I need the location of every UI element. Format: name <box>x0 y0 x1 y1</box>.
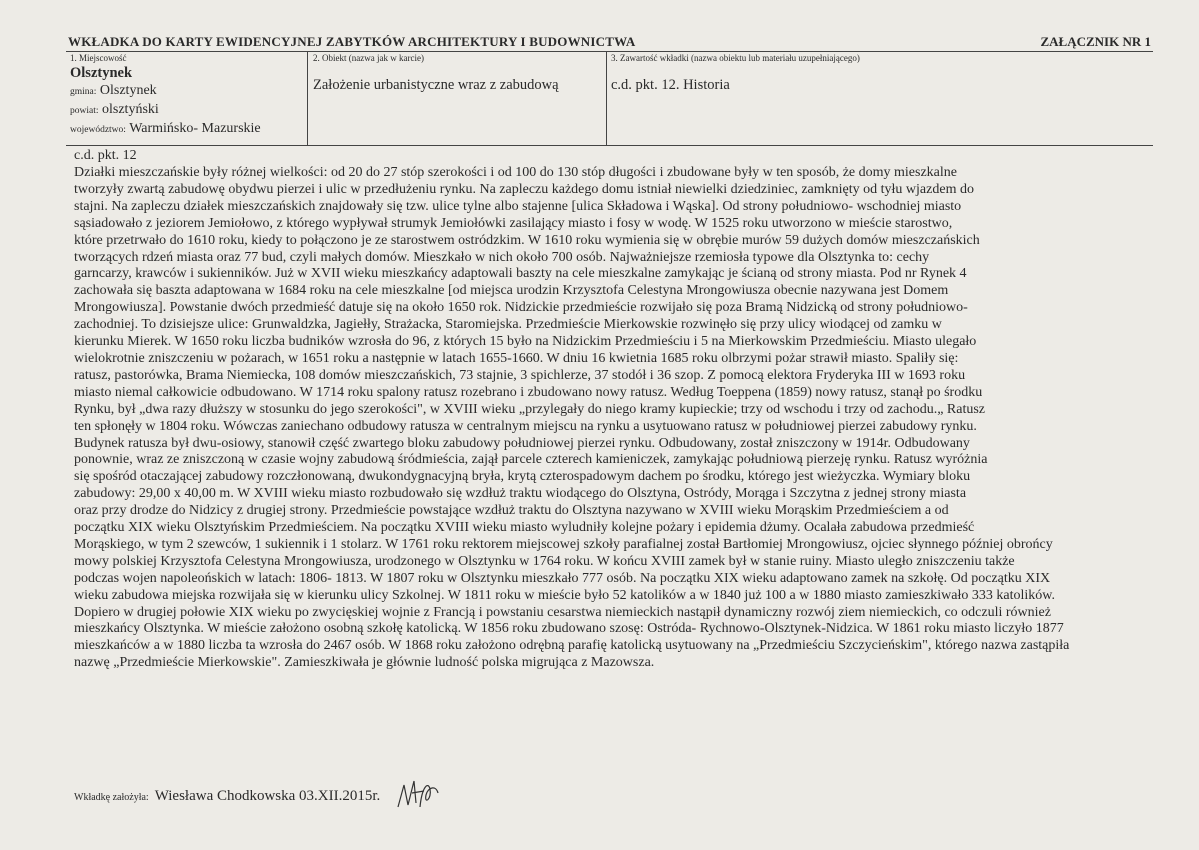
text-line: ten spłonęły w 1804 roku. Wówczas zaniechano odbudowy ratusza w centralnym miejscu na rynku a usytuowano ratusz w południowej pierzei zabudowy rynku. <box>74 418 977 434</box>
text-line: ratusz, pastorówka, Brama Niemiecka, 108 domów mieszczańskich, 73 stajnie, 3 spichlerze, 37 stodół i 36 szop. Z pomocą elektora Fryderyka III w 1693 roku <box>74 367 966 383</box>
text-line: Rynku, był „dwa razy dłuższy w stosunku do jego szerokości", w XVIII wieku „przylegały do niego kramy kupieckie; trzy od wschodu i trzy od zachodu.„ Ratusz <box>74 401 986 417</box>
text-line: Mrongowiusza]. Powstanie dwóch przedmieść datuje się na około 1650 rok. Nidzickie przedmieście rozwijało się poza Bramą Nidzicką od strony południowo- <box>74 300 968 316</box>
text-line: mieszkańcy Olsztynka. W mieście założono osobną szkołę katolicką. W 1856 roku zbudowano szosę: Ostróda- Rychnowo-Olsztynek-Nidzica. W 1861 roku miasto liczyło 1877 <box>74 621 1064 637</box>
handwritten-signature <box>394 777 442 811</box>
content-cell <box>611 53 1151 94</box>
gmina-value: Olsztynek <box>99 83 157 98</box>
author-name-date: Wiesława Chodkowska 03.XII.2015r. <box>154 788 381 804</box>
text-line: Morąskiego, w tym 2 szewców, 1 sukiennik i 1 stolarz. W 1761 roku rektorem miejscowej szkoły parafialnej został Bartłomiej Mrongowiusz, ojciec słynnego później obrońcy <box>74 536 1053 552</box>
column-divider-2 <box>606 51 607 145</box>
text-line: kierunku Mierek. W 1650 roku liczba budników wzrosła do 96, z których 15 było na Nidzickim Przedmieściu i 5 na Mierkowskim Przedmieściu. Miasto ulegało <box>74 334 977 350</box>
text-line: sąsiadowało z jeziorem Jemiołowo, z którego wypływał strumyk Jemiołówki zasilający miasto i fosy w wodę. W 1525 roku utworzono w mieście starostwo, <box>74 215 953 231</box>
text-line: tworzyły zwartą zabudowę obydwu pierzei i ulic w przedłużeniu rynku. Na zapleczu każdego domu istniał niewielki dziedziniec, zamknięty od tyłu wjazdem do <box>74 181 974 197</box>
signature-block <box>74 777 442 805</box>
gmina-label: gmina: <box>70 87 97 97</box>
text-line: ponownie, wraz ze zniszczoną w czasie wojny zabudową śródmieścia, zajął parcele czterech kamieniczek, zamykając południową pierzeję rynku. Ratusz wyróżnia <box>74 452 988 468</box>
text-line: się spośród otaczającej zabudowy rozczłonowaną, dwukondygnacyjną bryła, krytą czterospadowym dachem po środku, którego jest wieżyczka. Wymiary bloku <box>74 469 971 485</box>
text-line: garncarzy, krawców i sukienników. Już w XVII wieku mieszkańcy adaptowali baszty na cele mieszkalne zamykając je ścianą od strony miasta. Pod nr Rynek 4 <box>74 266 967 282</box>
voivodeship-value: Warmińsko- Mazurskie <box>129 121 261 136</box>
powiat-value: olsztyński <box>102 102 159 117</box>
author-label: Wkładkę założyła: <box>74 792 149 803</box>
gmina-row <box>70 82 306 101</box>
text-line: wielokrotnie zniszczeniu w pożarach, w 1651 roku a następnie w latach 1655-1660. W dniu 16 kwietnia 1685 roku olbrzymi pożar strawił miasto. Spaliły się: <box>74 350 959 366</box>
top-rule <box>66 51 1153 52</box>
powiat-label: powiat: <box>70 106 99 116</box>
text-line: zabudowy: 29,00 x 40,00 m. W XVIII wieku miasto rozbudowało się wzdłuż traktu wiodącego do Olsztyna, Ostródy, Morąga i Szczytna z jednej strony miasta <box>74 486 967 502</box>
text-line: Działki mieszczańskie były różnej wielkości: od 20 do 27 stóp szerokości i od 100 do 130 stóp długości i zbudowane były w ten sposób, że domy mieszkalne <box>74 165 957 180</box>
text-line: zachowała się baszta adaptowana w 1684 roku na cele mieszkalne [od miejsca urodzin Krzysztofa Celestyna Mrongowiusza obecnie nazywana jest Domem <box>74 283 949 299</box>
field3-label: 3. Zawartość wkładki (nazwa obiektu lub materiału uzupełniającego) <box>611 53 860 63</box>
section-reference: c.d. pkt. 12 <box>74 148 137 163</box>
text-line: zachodniej. To dzisiejsze ulice: Grunwaldzka, Jagiełły, Strażacka, Staromiejska. Przedmieście Mierkowskie rozwinęło się przy ulicy wiodącej od zamku w <box>74 317 942 333</box>
annex-number: ZAŁĄCZNIK NR 1 <box>1040 34 1151 49</box>
field1-label: 1. Miejscowość <box>70 53 127 63</box>
powiat-row <box>70 101 306 120</box>
history-text <box>74 165 1164 672</box>
text-line: nazwę „Przedmieście Mierkowskie". Zamieszkiwała je głównie ludność polska migrująca z Mazowsza. <box>74 655 655 671</box>
location-cell <box>70 53 306 139</box>
object-cell <box>313 53 605 94</box>
field2-label: 2. Obiekt (nazwa jak w karcie) <box>313 53 424 63</box>
text-line: tworzących rdzeń miasta oraz 77 bud, czyli małych domów. Mieszkało w nich około 700 osób. Najważniejsze rzemiosła typowe dla Olsztynka to: cechy <box>74 249 930 265</box>
text-line: mieszkańców a w 1880 liczba ta wzrosła do 2467 osób. W 1868 roku założono odrębną parafię katolicką usytuowany na „Przedmieściu Szczycieńskim", którego nazwa zastąpiła <box>74 638 1070 654</box>
form-title: WKŁADKA DO KARTY EWIDENCYJNEJ ZABYTKÓW ARCHITEKTURY I BUDOWNICTWA <box>68 34 636 49</box>
text-line: mowy polskiej Krzysztofa Celestyna Mrongowiusza, urodzonego w Olsztynku w 1764 roku. W końcu XVIII zamek był w stanie ruiny. Miasto uległo zniszczeniu także <box>74 553 1015 569</box>
text-line: wieku zabudowa miejska rozwijała się w kierunku ulicy Szkolnej. W 1811 roku w mieście było 52 katolików a w 1840 już 100 a w 1880 miasto zamieszkiwało 333 katolików. <box>74 587 1055 603</box>
column-divider-1 <box>307 51 308 145</box>
text-line: stajni. Na zapleczu działek mieszczańskich znajdowały się tzw. ulice tylne albo stajenne [ulica Składowa i Wąska]. Od strony południowo- wschodniej miasto <box>74 198 962 214</box>
text-line: podczas wojen napoleońskich w latach: 1806- 1813. W 1807 roku w Olsztynku mieszkało 777 osób. Na początku XIX wieku adaptowano zamek na szkołę. Od początku XIX <box>74 570 1051 586</box>
grid-bottom-rule <box>66 145 1153 146</box>
text-line: miasto niemal całkowicie odbudowano. W 1714 roku spalony ratusz rozebrano i zbudowano nowy ratusz. Według Toeppena (1859) nowy ratusz, stanął po środku <box>74 384 983 400</box>
form-header <box>68 34 1151 50</box>
town-name: Olsztynek <box>70 65 133 81</box>
text-line: Dopiero w drugiej połowie XIX wieku po zwycięskiej wojnie z Francją i powstaniu cesarstwa niemieckich nastąpił dynamiczny rozwój ziem niemieckich, co odczuli również <box>74 604 1051 620</box>
text-line: Budynek ratusza był dwu-osiowy, stanowił część zwartego bloku zabudowy południowej pierzei rynku. Odbudowany, został zniszczony w 1914r. Odbudowany <box>74 435 970 451</box>
object-name: Założenie urbanistyczne wraz z zabudową <box>313 77 559 93</box>
voivodeship-row <box>70 120 306 139</box>
text-line: oraz przy drodze do Nidzicy z drugiej strony. Przedmieście powstające wzdłuż traktu do Olsztyna nazywano w XVIII wieku Morąskim Przedmieściem a od <box>74 503 949 519</box>
text-line: które przetrwało do 1610 roku, kiedy to połączono je ze starostwem ostródzkim. W 1610 roku wymienia się w obrębie murów 59 dużych domów mieszczańskich <box>74 232 980 248</box>
voivodeship-label: województwo: <box>70 125 126 135</box>
text-line: początku XIX wieku Olsztyńskim Przedmieściem. Na początku XVIII wieku miasto wyludniły kolejne pożary i epidemia dżumy. Ocalała zabudowa przedmieść <box>74 520 975 536</box>
insert-content: c.d. pkt. 12. Historia <box>611 77 730 93</box>
